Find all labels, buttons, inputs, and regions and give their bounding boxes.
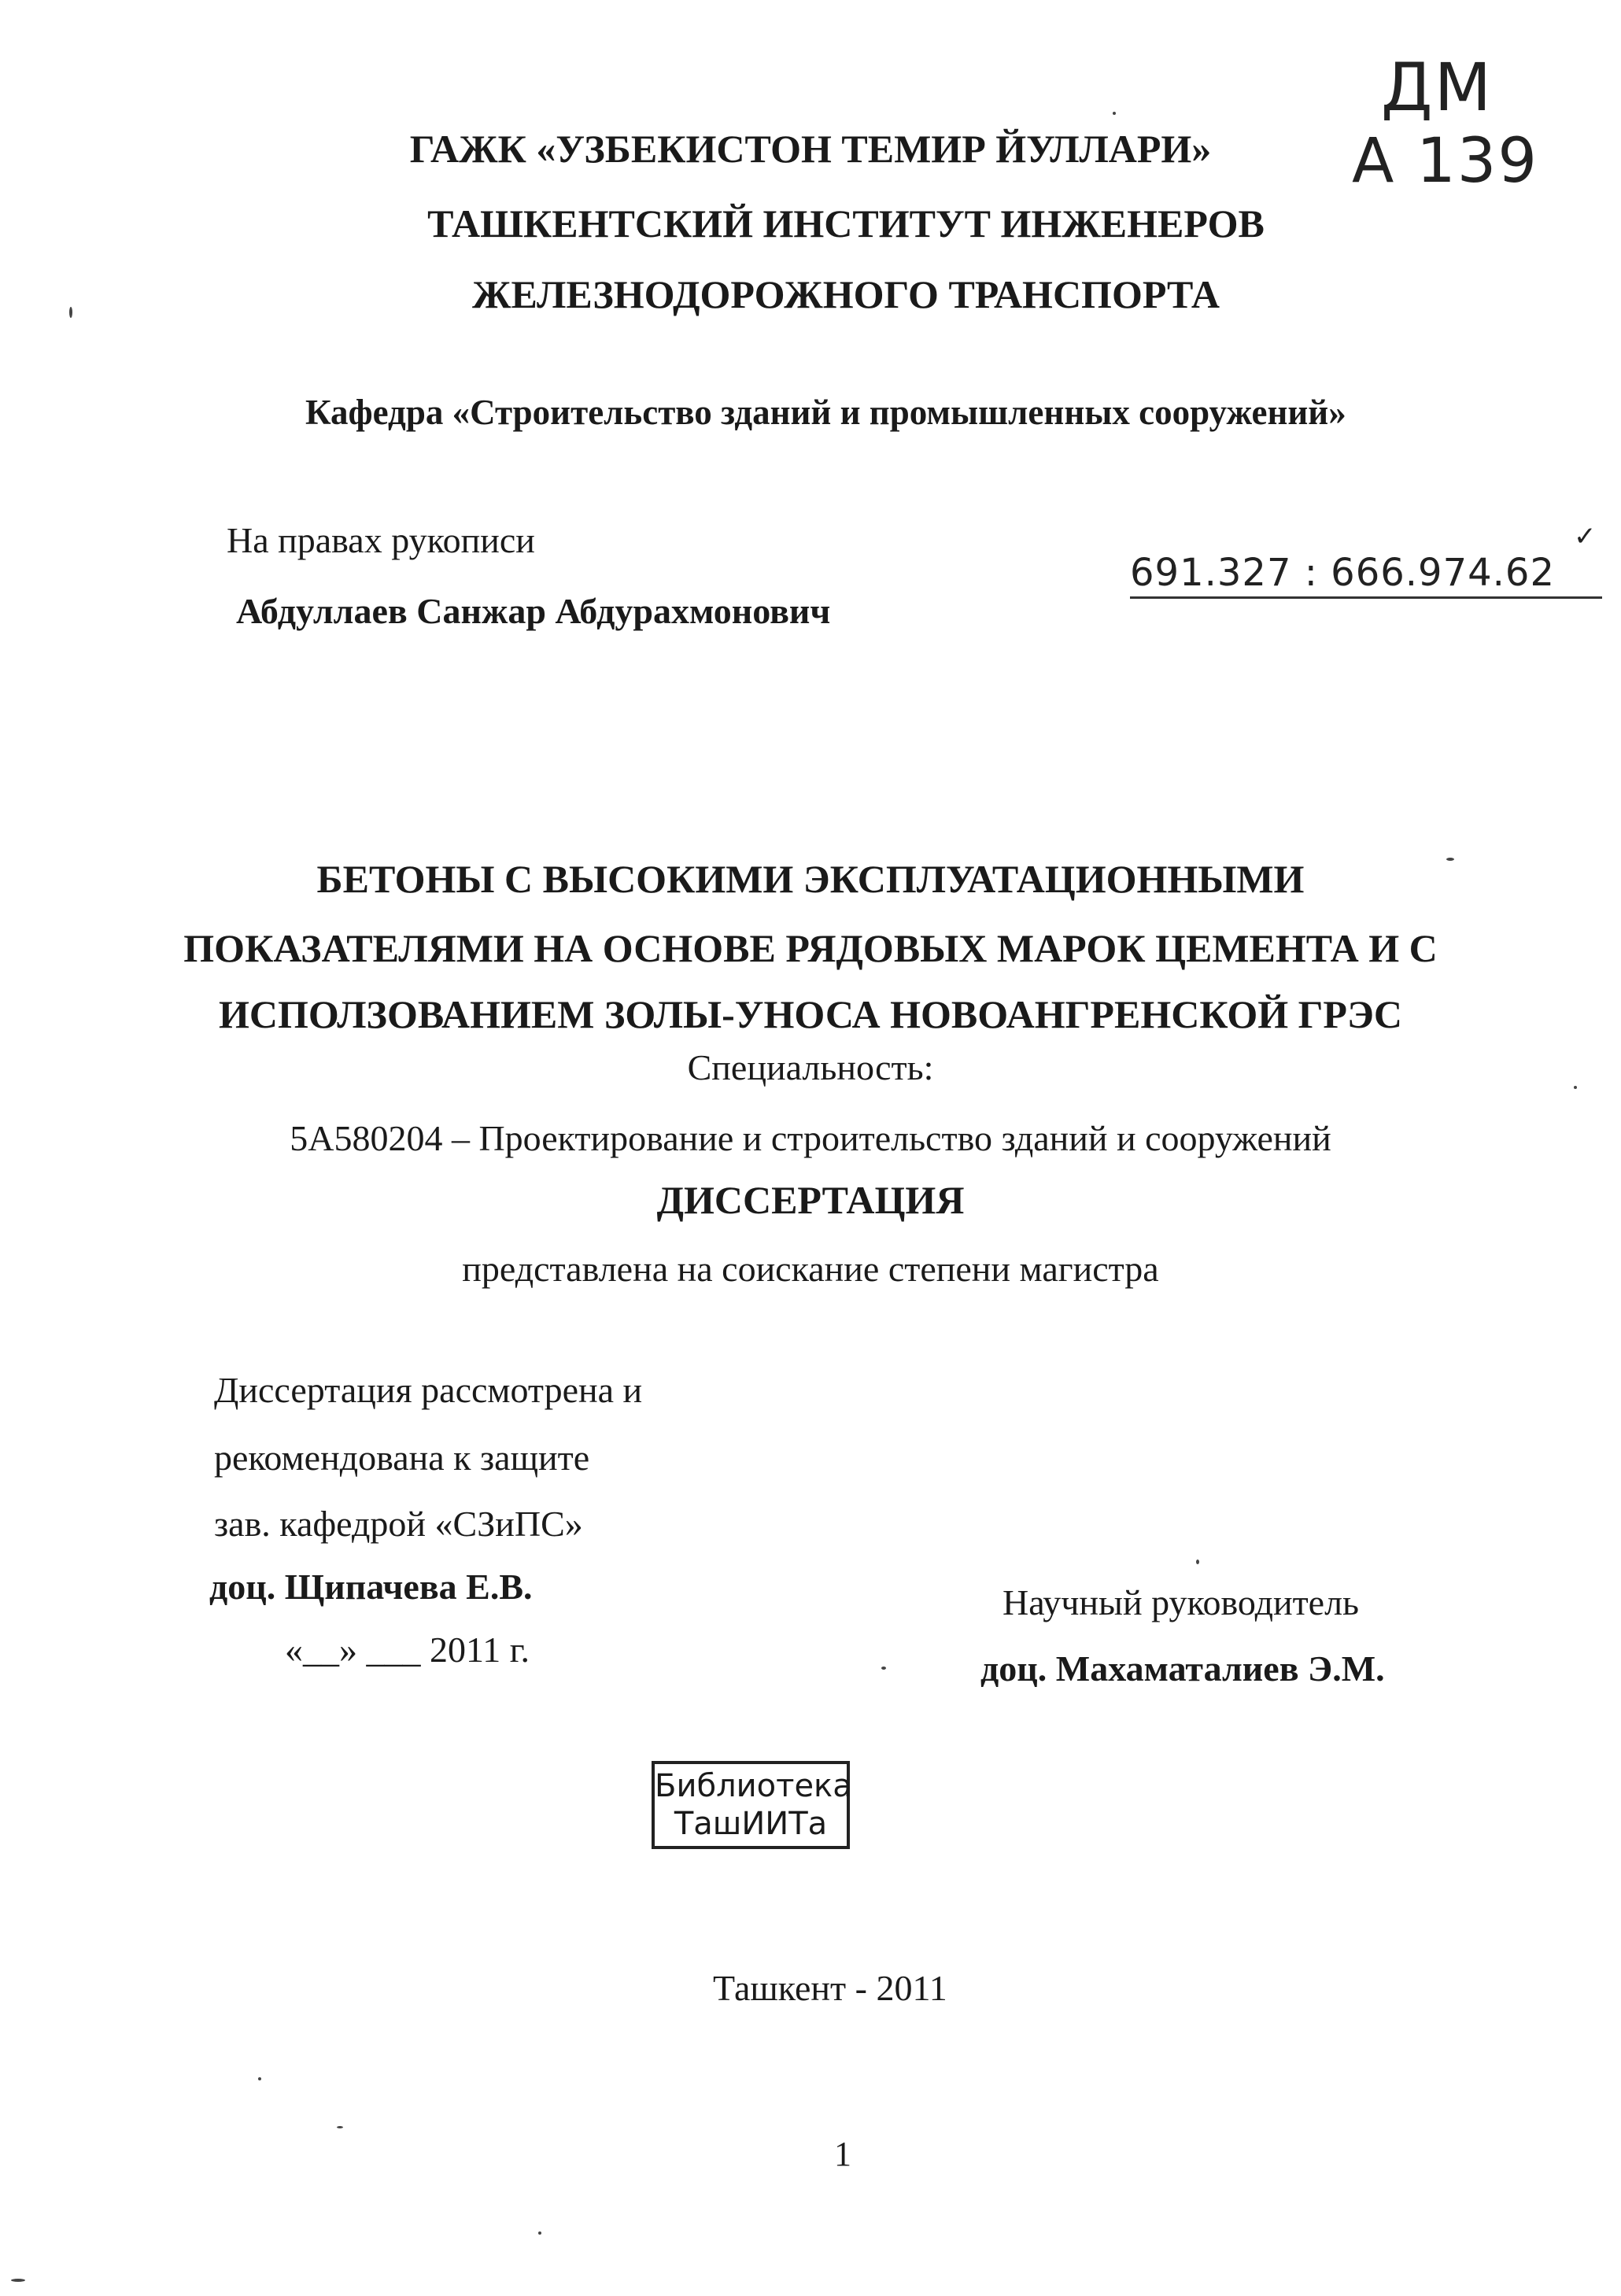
- approval-date: «__» ___ 2011 г.: [285, 1630, 530, 1670]
- thesis-title-line-2: ПОКАЗАТЕЛЯМИ НА ОСНОВЕ РЯДОВЫХ МАРОК ЦЕМЕНТА И С: [183, 926, 1438, 970]
- department-name: Кафедра «Строительство зданий и промышленных сооружений»: [305, 393, 1346, 432]
- author-name: Абдуллаев Санжар Абдурахмонович: [236, 591, 831, 631]
- institute-name-line-2: ЖЕЛЕЗНОДОРОЖНОГО ТРАНСПОРТА: [472, 272, 1220, 316]
- udc-code: 691.327 : 666.974.62: [1130, 551, 1556, 595]
- scan-speck: [69, 307, 72, 318]
- library-stamp: [652, 1761, 850, 1849]
- institute-name-line: ТАШКЕНТСКИЙ ИНСТИТУТ ИНЖЕНЕРОВ: [427, 201, 1265, 245]
- scan-speck: [1196, 1560, 1199, 1564]
- scan-speck: [258, 2077, 261, 2080]
- scan-speck: [337, 2126, 343, 2128]
- approval-line-3: зав. кафедрой «СЗиПС»: [214, 1504, 583, 1544]
- stamp-line-2: ТашИИТа: [674, 1806, 828, 1842]
- stamp-line-1: Библиотека: [655, 1768, 852, 1804]
- scan-speck: [881, 1667, 886, 1670]
- department-head-name: доц. Щипачева Е.В.: [209, 1567, 533, 1607]
- document-purpose: представлена на соискание степени магистра: [462, 1249, 1159, 1289]
- document-type: ДИССЕРТАЦИЯ: [656, 1178, 965, 1222]
- approval-line-2: рекомендована к защите: [214, 1438, 590, 1478]
- scan-speck: [1574, 1086, 1577, 1089]
- org-name-line: ГАЖК «УЗБЕКИСТОН ТЕМИР ЙУЛЛАРИ»: [409, 127, 1212, 171]
- thesis-title-line-3: ИСПОЛЗОВАНИЕМ ЗОЛЫ-УНОСА НОВОАНГРЕНСКОЙ ГРЭС: [219, 992, 1402, 1036]
- specialty-value: 5А580204 – Проектирование и строительство зданий и сооружений: [290, 1118, 1331, 1158]
- page-number: 1: [834, 2135, 851, 2173]
- approval-line-1: Диссертация рассмотрена и: [214, 1370, 643, 1410]
- scan-speck: [538, 2231, 541, 2235]
- check-mark: ✓: [1574, 521, 1598, 552]
- manuscript-note: На правах рукописи: [227, 520, 535, 560]
- scan-speck: [1113, 112, 1116, 115]
- supervisor-label: Научный руководитель: [1003, 1582, 1360, 1622]
- place-year: Ташкент - 2011: [713, 1968, 947, 2008]
- handwritten-code-top: ДМ: [1381, 49, 1494, 126]
- scan-speck: [1446, 858, 1454, 861]
- udc-underline: [1130, 596, 1602, 599]
- specialty-label: Специальность:: [687, 1047, 934, 1087]
- handwritten-code-bottom: А 139: [1352, 126, 1539, 197]
- thesis-title-line-1: БЕТОНЫ С ВЫСОКИМИ ЭКСПЛУАТАЦИОННЫМИ: [316, 857, 1305, 901]
- scan-speck: [11, 2279, 25, 2282]
- supervisor-name: доц. Махаматалиев Э.М.: [980, 1648, 1385, 1689]
